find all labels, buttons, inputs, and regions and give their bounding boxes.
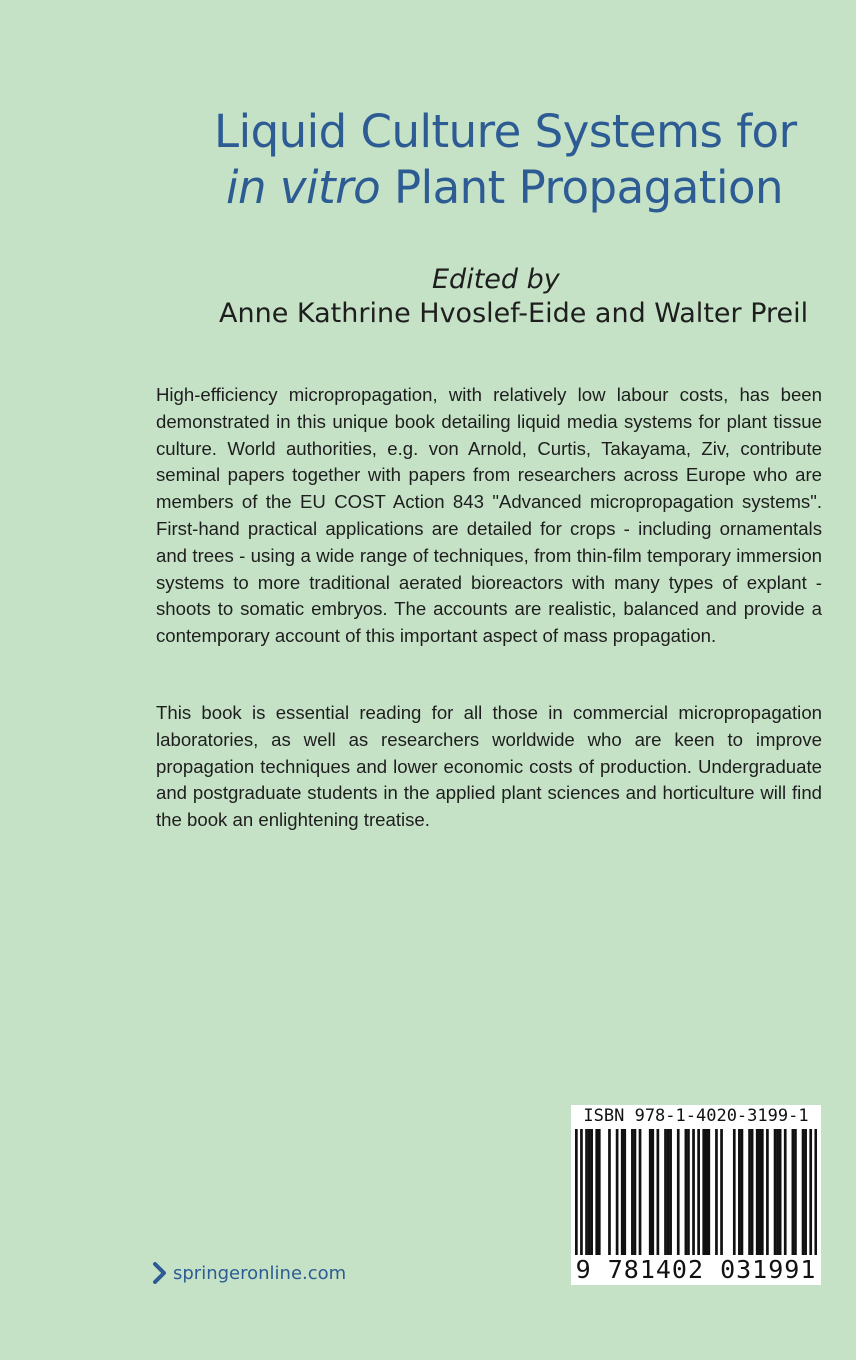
barcode-bar bbox=[664, 1129, 667, 1255]
barcode-bar bbox=[784, 1129, 787, 1255]
editor-names: Anne Kathrine Hvoslef-Eide and Walter Preil bbox=[219, 298, 809, 329]
barcode-bar bbox=[639, 1129, 642, 1255]
barcode-bar bbox=[741, 1129, 744, 1255]
barcode-bar bbox=[631, 1129, 634, 1255]
barcode-bar bbox=[669, 1129, 672, 1255]
publisher-link[interactable] bbox=[153, 1262, 346, 1284]
title-line-1: Liquid Culture Systems for bbox=[214, 105, 797, 158]
barcode-bar bbox=[657, 1129, 660, 1255]
barcode-bar bbox=[575, 1129, 578, 1255]
barcode-bar bbox=[738, 1129, 741, 1255]
barcode-bar bbox=[685, 1129, 688, 1255]
book-title bbox=[214, 104, 834, 216]
barcode-bar bbox=[720, 1129, 723, 1255]
publisher-url: springeronline.com bbox=[173, 1262, 347, 1284]
barcode-bar bbox=[616, 1129, 619, 1255]
barcode-bar bbox=[792, 1129, 795, 1255]
title-line-2 bbox=[214, 160, 834, 216]
barcode-bar bbox=[776, 1129, 779, 1255]
barcode-bar bbox=[748, 1129, 751, 1255]
barcode-bar bbox=[814, 1129, 817, 1255]
barcode-bar bbox=[697, 1129, 700, 1255]
barcode-bars bbox=[575, 1129, 817, 1255]
description-paragraph-1: High-efficiency micropropagation, with relatively low labour costs, has been demonstrated in this unique book detailing liquid media systems for plant tissue culture. World authorities, e.g. von Arnold, Curtis, Takayama, Ziv, contribute seminal papers together with papers from researchers across Europe who are members of the EU COST Action 843 "Advanced micropropagation systems". First-hand practical applications are detailed for crops - including ornamentals and trees - using a wide range of techniques, from thin-film temporary immersion systems to more traditional aerated bioreactors with many types of explant - shoots to somatic embryos. The accounts are realistic, balanced and provide a contemporary account of this important aspect of mass propagation. bbox=[156, 384, 822, 647]
chevron-right-icon bbox=[153, 1262, 167, 1284]
barcode-bar bbox=[667, 1129, 670, 1255]
barcode-bar bbox=[590, 1129, 593, 1255]
barcode-bar bbox=[766, 1129, 769, 1255]
barcode-bar bbox=[761, 1129, 764, 1255]
barcode-bar bbox=[804, 1129, 807, 1255]
edited-by-label: Edited by bbox=[432, 264, 560, 295]
barcode-bar bbox=[751, 1129, 754, 1255]
barcode-bar bbox=[598, 1129, 601, 1255]
barcode-bar bbox=[580, 1129, 583, 1255]
barcode-bar bbox=[623, 1129, 626, 1255]
barcode-bar bbox=[758, 1129, 761, 1255]
title-italic-part: in vitro bbox=[226, 161, 381, 214]
barcode-bar bbox=[692, 1129, 695, 1255]
isbn-label: ISBN 978-1-4020-3199-1 bbox=[583, 1106, 809, 1126]
barcode-bar bbox=[649, 1129, 652, 1255]
barcode-bar bbox=[774, 1129, 777, 1255]
description-paragraph-2: This book is essential reading for all those in commercial micropropagation laboratories, as well as researchers worldwide who are keen to improve propagation techniques and lower economic costs of production. Undergraduate and postgraduate students in the applied plant sciences and horticulture will find the book an enlightening treatise. bbox=[156, 702, 822, 831]
barcode-digits: 9 781402 031991 bbox=[575, 1255, 817, 1284]
isbn-barcode bbox=[571, 1105, 821, 1285]
barcode-bar bbox=[588, 1129, 591, 1255]
barcode-bar bbox=[794, 1129, 797, 1255]
barcode-bar bbox=[756, 1129, 759, 1255]
barcode-bar bbox=[702, 1129, 705, 1255]
barcode-bar bbox=[651, 1129, 654, 1255]
barcode-bar bbox=[634, 1129, 637, 1255]
barcode-bar bbox=[705, 1129, 708, 1255]
barcode-bar bbox=[687, 1129, 690, 1255]
barcode-bar bbox=[802, 1129, 805, 1255]
barcode-bar bbox=[707, 1129, 710, 1255]
barcode-bar bbox=[621, 1129, 624, 1255]
barcode-bar bbox=[608, 1129, 611, 1255]
barcode-bar bbox=[733, 1129, 736, 1255]
barcode-bar bbox=[595, 1129, 598, 1255]
barcode-bar bbox=[585, 1129, 588, 1255]
title-line-2-rest: Plant Propagation bbox=[380, 161, 783, 214]
barcode-bar bbox=[677, 1129, 680, 1255]
barcode-bar bbox=[779, 1129, 782, 1255]
barcode-bar bbox=[715, 1129, 718, 1255]
barcode-bar bbox=[809, 1129, 812, 1255]
